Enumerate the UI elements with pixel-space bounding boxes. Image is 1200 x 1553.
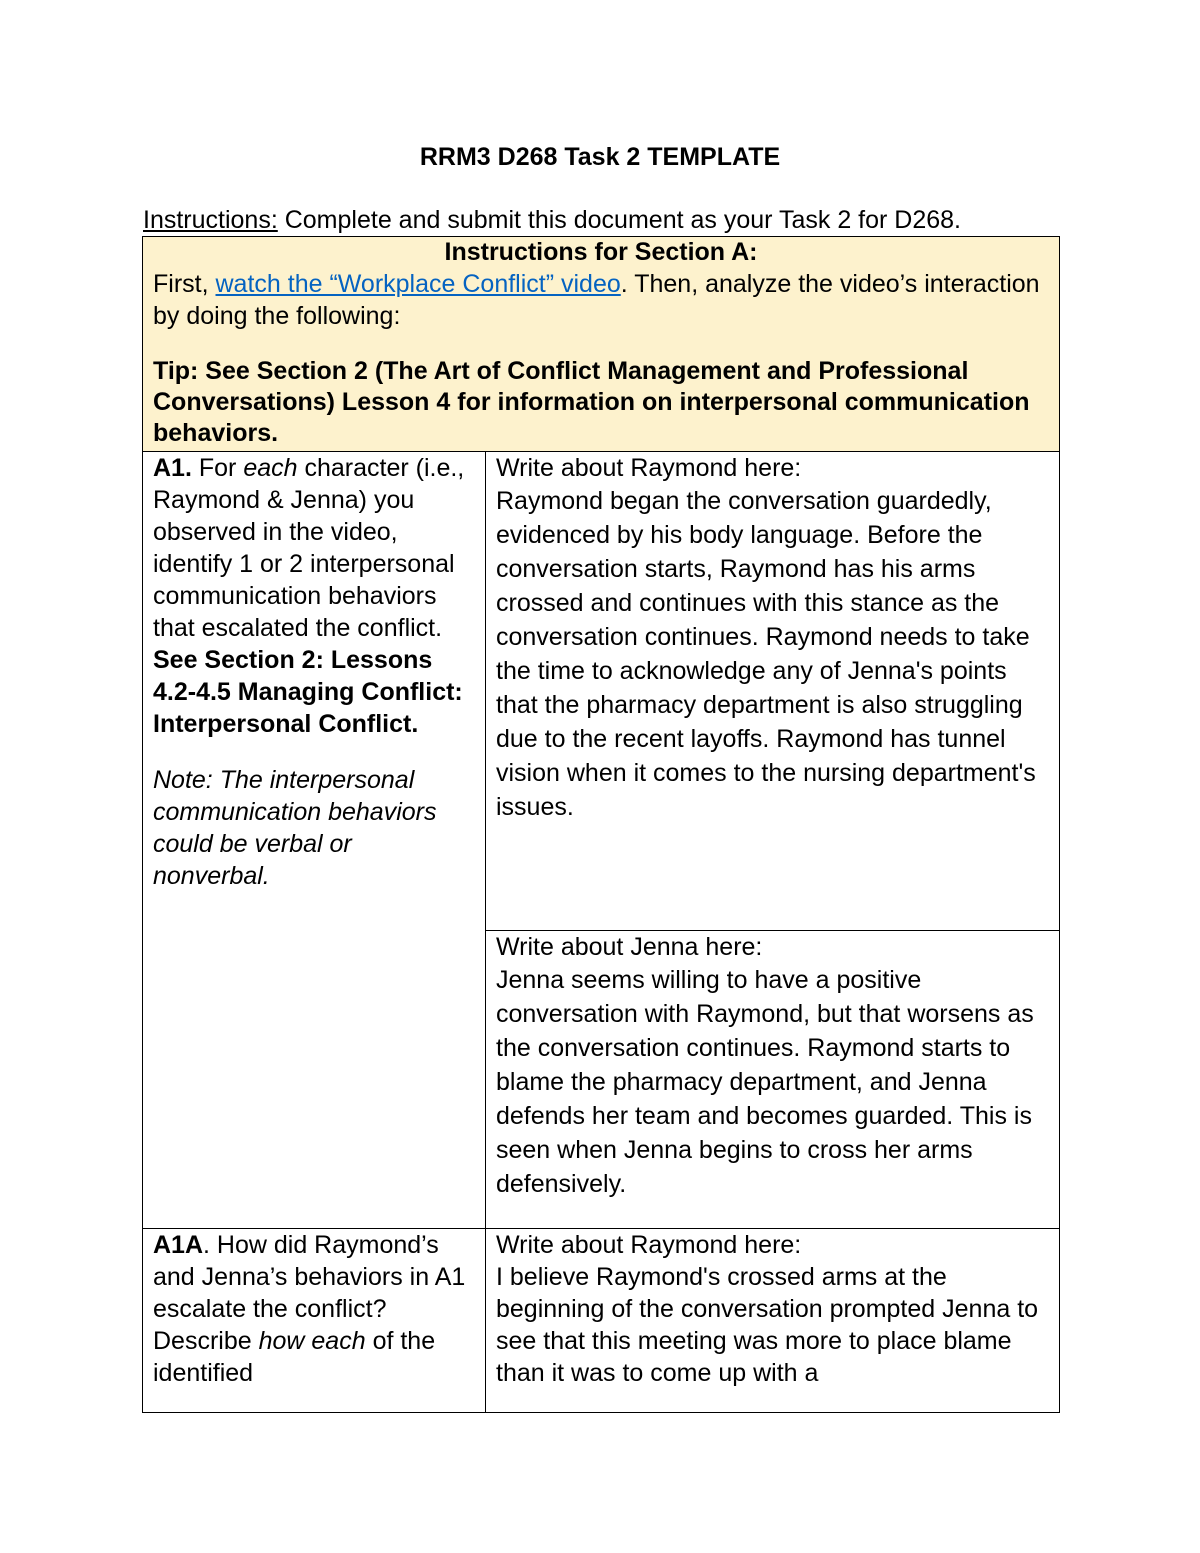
a1a-raymond-cell[interactable]: [486, 1229, 1060, 1413]
a1a-prompt-part: . How did Raymond’s and Jenna’s behaviors in A1 escalate the conflict? Describe: [153, 1231, 466, 1355]
a1-prompt-part: character (i.e., Raymond & Jenna) you observed in the video, identify 1 or 2 interpersonal communication behaviors that escalated the conflict.: [153, 454, 465, 642]
a1-prompt-emphasis: each: [243, 454, 298, 482]
document-title: RRM3 D268 Task 2 TEMPLATE: [419, 143, 781, 171]
a1a-prompt-cell: [143, 1229, 486, 1413]
a1-prompt: [153, 452, 475, 740]
intro-before: First,: [153, 270, 216, 298]
instructions-label: Instructions:: [143, 206, 278, 234]
section-a-tip: Tip: See Section 2 (The Art of Conflict Management and Professional Conversations) Lesson 4 for information on interpersonal communication behaviors.: [153, 357, 1030, 447]
a1-jenna-cell[interactable]: [486, 931, 1060, 1229]
a1a-raymond-answer[interactable]: I believe Raymond's crossed arms at the beginning of the conversation prompted Jenna to see that this meeting was more to place blame than it was to come up with a: [496, 1263, 1039, 1387]
task-table: [142, 236, 1060, 1413]
a1-jenna-answer[interactable]: Jenna seems willing to have a positive conversation with Raymond, but that worsens as the conversation continues. Raymond starts to blame the pharmacy department, and Jenna defends her team and becomes guarded. This is seen when Jenna begins to cross her arms defensively.: [496, 966, 1034, 1198]
section-a-heading: Instructions for Section A:: [444, 238, 758, 266]
a1-raymond-answer[interactable]: Raymond began the conversation guardedly, evidenced by his body language. Before the conversation starts, Raymond has his arms crossed and continues with this stance as the conversation continues. Raymond needs to take the time to acknowledge any of Jenna's points that the pharmacy department is also struggling due to the recent layoffs. Raymond has tunnel vision when it comes to the nursing department's issues.: [496, 487, 1036, 821]
instructions-line: [143, 206, 961, 235]
a1-prompt-cell: [143, 452, 486, 1229]
section-a-instructions-cell: [143, 237, 1060, 452]
section-a-intro: [153, 268, 1049, 332]
a1a-label: A1A: [153, 1231, 204, 1259]
a1a-prompt: [153, 1229, 475, 1389]
a1-note: Note: The interpersonal communication behaviors could be verbal or nonverbal.: [153, 766, 437, 890]
a1-raymond-cell[interactable]: [486, 452, 1060, 931]
workplace-conflict-video-link[interactable]: watch the “Workplace Conflict” video: [215, 270, 621, 298]
a1-see-section: See Section 2: Lessons 4.2-4.5 Managing Conflict: Interpersonal Conflict.: [153, 646, 463, 738]
instructions-text: Complete and submit this document as your Task 2 for D268.: [277, 206, 961, 234]
a1a-prompt-part: of the identified: [153, 1327, 436, 1387]
a1-jenna-header: Write about Jenna here:: [496, 933, 763, 961]
a1-label: A1.: [153, 454, 192, 482]
a1a-raymond-header: Write about Raymond here:: [496, 1231, 802, 1259]
a1-prompt-part: For: [191, 454, 244, 482]
a1a-prompt-emphasis: how each: [258, 1327, 366, 1355]
a1-raymond-header: Write about Raymond here:: [496, 454, 802, 482]
intro-after: . Then, analyze the video’s interaction by doing the following:: [153, 270, 1040, 330]
